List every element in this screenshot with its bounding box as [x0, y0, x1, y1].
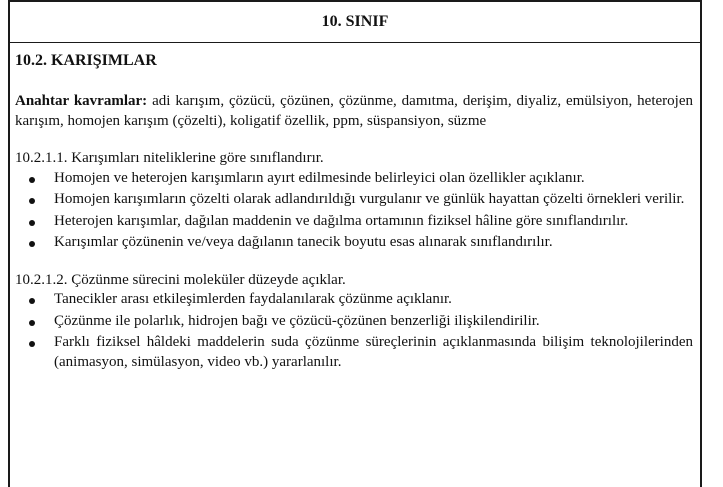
list-item-text: Farklı fiziksel hâldeki maddelerin suda çözünme süreçlerinin açıklanmasında bilişim teknolojilerinden (animasyon, simülasyon, video vb.) yararlanılır. — [54, 334, 693, 370]
outcome-block — [15, 271, 693, 373]
list-item-text: Heterojen karışımlar, dağılan maddenin ve dağılma ortamının fiziksel hâline göre sınıflandırılır. — [54, 212, 629, 229]
bullet-icon — [29, 220, 35, 226]
bullet-icon — [29, 198, 35, 204]
outcome-title: 10.2.1.2. Çözünme sürecini moleküler düzeyde açıklar. — [15, 271, 346, 288]
list-item — [15, 233, 693, 253]
content-area — [15, 50, 693, 374]
outcome-block — [15, 149, 693, 253]
list-item-text: Tanecikler arası etkileşimlerden faydalanılarak çözünme açıklanır. — [54, 291, 452, 307]
bullet-icon — [29, 341, 35, 347]
bullet-icon — [29, 177, 35, 183]
table-row-divider — [8, 42, 702, 43]
list-item-text: Karışımlar çözünenin ve/veya dağılanın tanecik boyutu esas alınarak sınıflandırılır. — [54, 234, 553, 250]
outcome-bullet-list — [15, 169, 693, 253]
list-item-text: Homojen ve heterojen karışımların ayırt edilmesinde belirleyici olan özellikler açıklanır. — [54, 169, 585, 186]
list-item — [15, 169, 693, 189]
bullet-icon — [29, 320, 35, 326]
list-item — [15, 190, 693, 210]
outcome-bullet-list — [15, 290, 693, 372]
list-item — [15, 333, 693, 372]
outcome-title: 10.2.1.1. Karışımları niteliklerine göre sınıflandırır. — [15, 150, 324, 166]
bullet-icon — [29, 298, 35, 304]
list-item — [15, 312, 693, 332]
section-title: 10.2. KARIŞIMLAR — [15, 52, 157, 69]
table-border-top — [8, 0, 702, 2]
bullet-icon — [29, 241, 35, 247]
list-item — [15, 212, 693, 232]
table-border-right — [700, 0, 702, 487]
list-item-text: Çözünme ile polarlık, hidrojen bağı ve çözücü-çözünen benzerliği ilişkilendirilir. — [54, 312, 540, 329]
keywords-text: adi karışım, çözücü, çözünen, çözünme, damıtma, derişim, diyaliz, emülsiyon, heterojen karışım, homojen karışım (çözelti), koligatif özellik, ppm, süspansiyon, süzme — [15, 93, 693, 129]
table-border-left — [8, 0, 10, 487]
keywords-label: Anahtar kavramlar: — [15, 93, 148, 109]
list-item-text: Homojen karışımların çözelti olarak adlandırıldığı vurgulanır ve günlük hayattan çözelti örnekleri verilir. — [54, 191, 685, 207]
list-item — [15, 290, 693, 310]
grade-title: 10. SINIF — [321, 13, 389, 30]
keywords-paragraph — [15, 92, 693, 131]
